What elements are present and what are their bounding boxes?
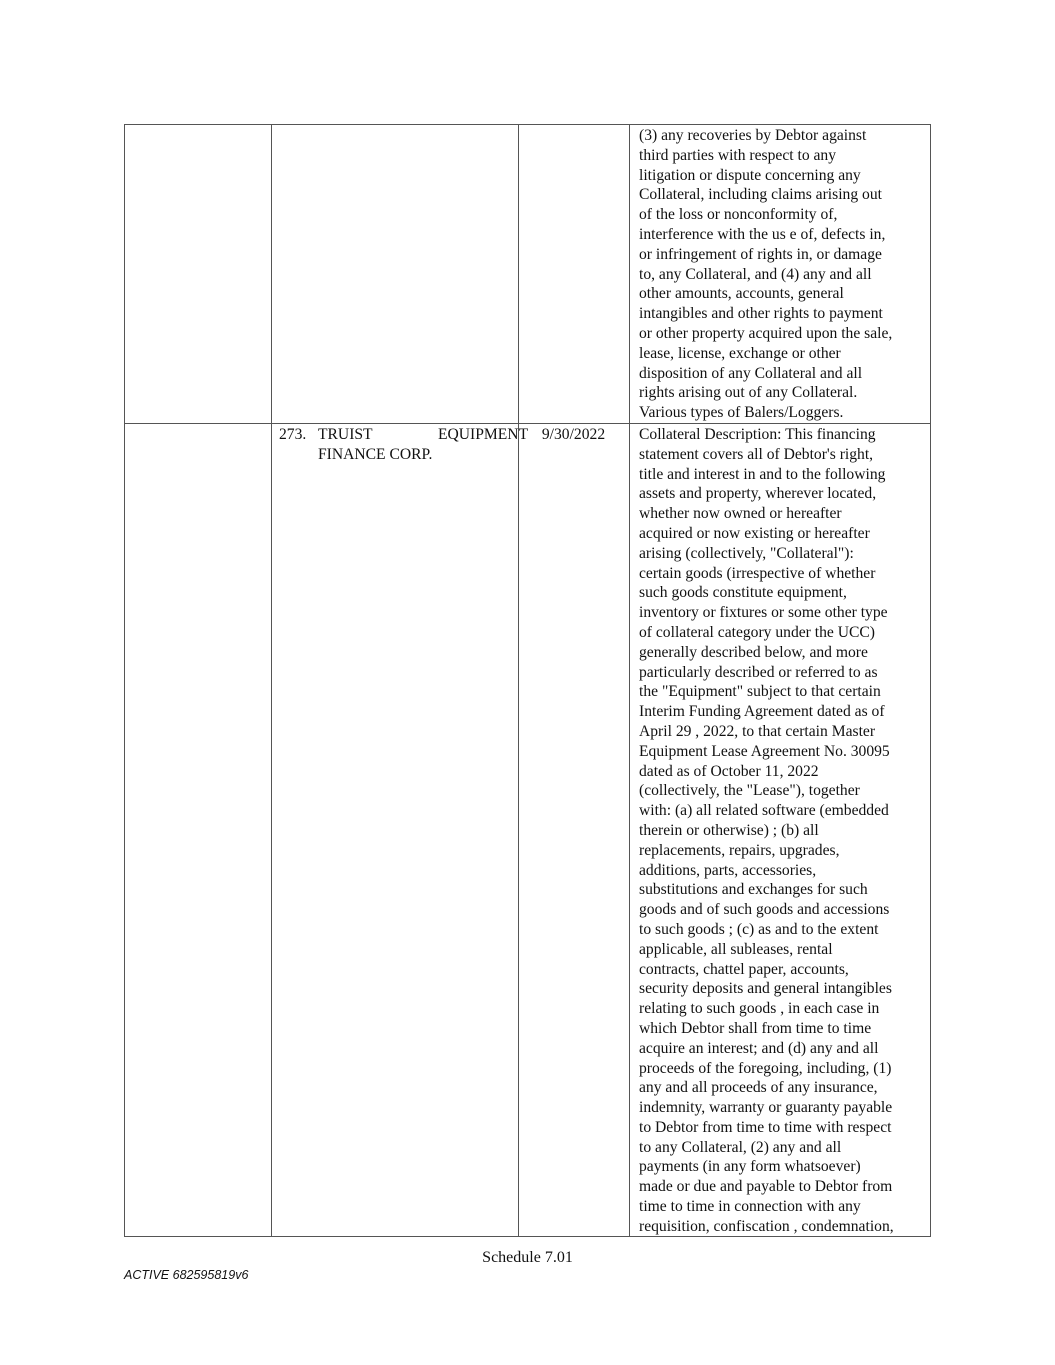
column-divider	[930, 124, 931, 1237]
description-line: goods and of such goods and accessions	[639, 901, 890, 919]
description-line: generally described below, and more	[639, 643, 868, 661]
description-line: assets and property, wherever located,	[639, 485, 877, 503]
description-line: time to time in connection with any	[639, 1198, 861, 1216]
schedule-footer-title: Schedule 7.01	[482, 1249, 573, 1266]
description-line: arising (collectively, "Collateral"):	[639, 544, 854, 562]
secured-party-name-part: TRUIST	[318, 426, 373, 443]
table-border-top	[124, 124, 931, 125]
description-line: to Debtor from time to time with respect	[639, 1118, 892, 1136]
description-line: substitutions and exchanges for such	[639, 881, 868, 899]
secured-party-name-part: EQUIPMENT	[438, 426, 529, 443]
column-divider	[629, 124, 630, 1237]
description-line: disposition of any Collateral and all	[639, 364, 863, 382]
description-line: intangibles and other rights to payment	[639, 305, 883, 323]
description-line: whether now owned or hereafter	[639, 505, 842, 523]
description-line: additions, parts, accessories,	[639, 861, 817, 879]
description-line: to, any Collateral, and (4) any and all	[639, 265, 872, 283]
description-line: acquired or now existing or hereafter	[639, 524, 870, 542]
description-line: relating to such goods , in each case in	[639, 1000, 880, 1018]
description-line: inventory or fixtures or some other type	[639, 604, 888, 622]
description-line: certain goods (irrespective of whether	[639, 564, 876, 582]
description-line: with: (a) all related software (embedded	[639, 802, 889, 820]
description-line: replacements, repairs, upgrades,	[639, 841, 840, 859]
description-line: requisition, confiscation , condemnation,	[639, 1217, 894, 1235]
description-line: payments (in any form whatsoever)	[639, 1158, 861, 1176]
description-line: particularly described or referred to as	[639, 663, 878, 681]
secured-party-name-part: FINANCE CORP.	[318, 446, 433, 463]
description-line: such goods constitute equipment,	[639, 584, 847, 602]
description-line: the "Equipment" subject to that certain	[639, 683, 881, 701]
entry-number: 273.	[279, 426, 307, 443]
description-line: acquire an interest; and (d) any and all	[639, 1039, 879, 1057]
description-line: Various types of Balers/Loggers.	[639, 404, 844, 422]
description-line: (collectively, the "Lease"), together	[639, 782, 860, 800]
description-line: which Debtor shall from time to time	[639, 1019, 872, 1037]
description-line: security deposits and general intangibles	[639, 980, 892, 998]
description-line: lease, license, exchange or other	[639, 344, 841, 362]
description-line: contracts, chattel paper, accounts,	[639, 960, 849, 978]
description-line: therein or otherwise) ; (b) all	[639, 821, 819, 839]
collateral-description	[639, 425, 894, 1237]
description-line: applicable, all subleases, rental	[639, 940, 833, 958]
filing-date: 9/30/2022	[541, 426, 606, 443]
description-line: to such goods ; (c) as and to the extent	[639, 920, 879, 938]
row-divider	[124, 423, 931, 424]
description-line: other amounts, accounts, general	[639, 285, 844, 303]
column-divider	[518, 124, 519, 1237]
description-line: or infringement of rights in, or damage	[639, 245, 882, 263]
description-line: dated as of October 11, 2022	[639, 762, 819, 780]
description-line: of the loss or nonconformity of,	[639, 206, 838, 224]
description-line: to any Collateral, (2) any and all	[639, 1138, 842, 1156]
description-line: statement covers all of Debtor's right,	[639, 445, 874, 463]
description-line: title and interest in and to the following	[639, 465, 886, 483]
column-divider	[124, 124, 125, 1237]
description-line: indemnity, warranty or guaranty payable	[639, 1099, 893, 1117]
column-divider	[271, 124, 272, 1237]
description-line: Interim Funding Agreement dated as of	[639, 703, 885, 721]
description-line: or other property acquired upon the sale,	[639, 324, 893, 342]
description-line: rights arising out of any Collateral.	[639, 384, 858, 402]
collateral-description	[639, 126, 892, 423]
description-line: (3) any recoveries by Debtor against	[639, 127, 867, 144]
description-line: Equipment Lease Agreement No. 30095	[639, 742, 890, 760]
description-line: any and all proceeds of any insurance,	[639, 1079, 878, 1097]
description-line: interference with the us e of, defects in,	[639, 225, 886, 243]
description-line: litigation or dispute concerning any	[639, 166, 861, 184]
description-line: proceeds of the foregoing, including, (1)	[639, 1059, 892, 1077]
description-line: Collateral Description: This financing	[639, 426, 876, 443]
description-line: April 29 , 2022, to that certain Master	[639, 722, 876, 740]
description-line: third parties with respect to any	[639, 146, 837, 164]
document-id: ACTIVE 682595819v6	[124, 1268, 249, 1282]
description-line: made or due and payable to Debtor from	[639, 1178, 893, 1196]
description-line: Collateral, including claims arising out	[639, 186, 882, 204]
description-line: of collateral category under the UCC)	[639, 623, 875, 641]
